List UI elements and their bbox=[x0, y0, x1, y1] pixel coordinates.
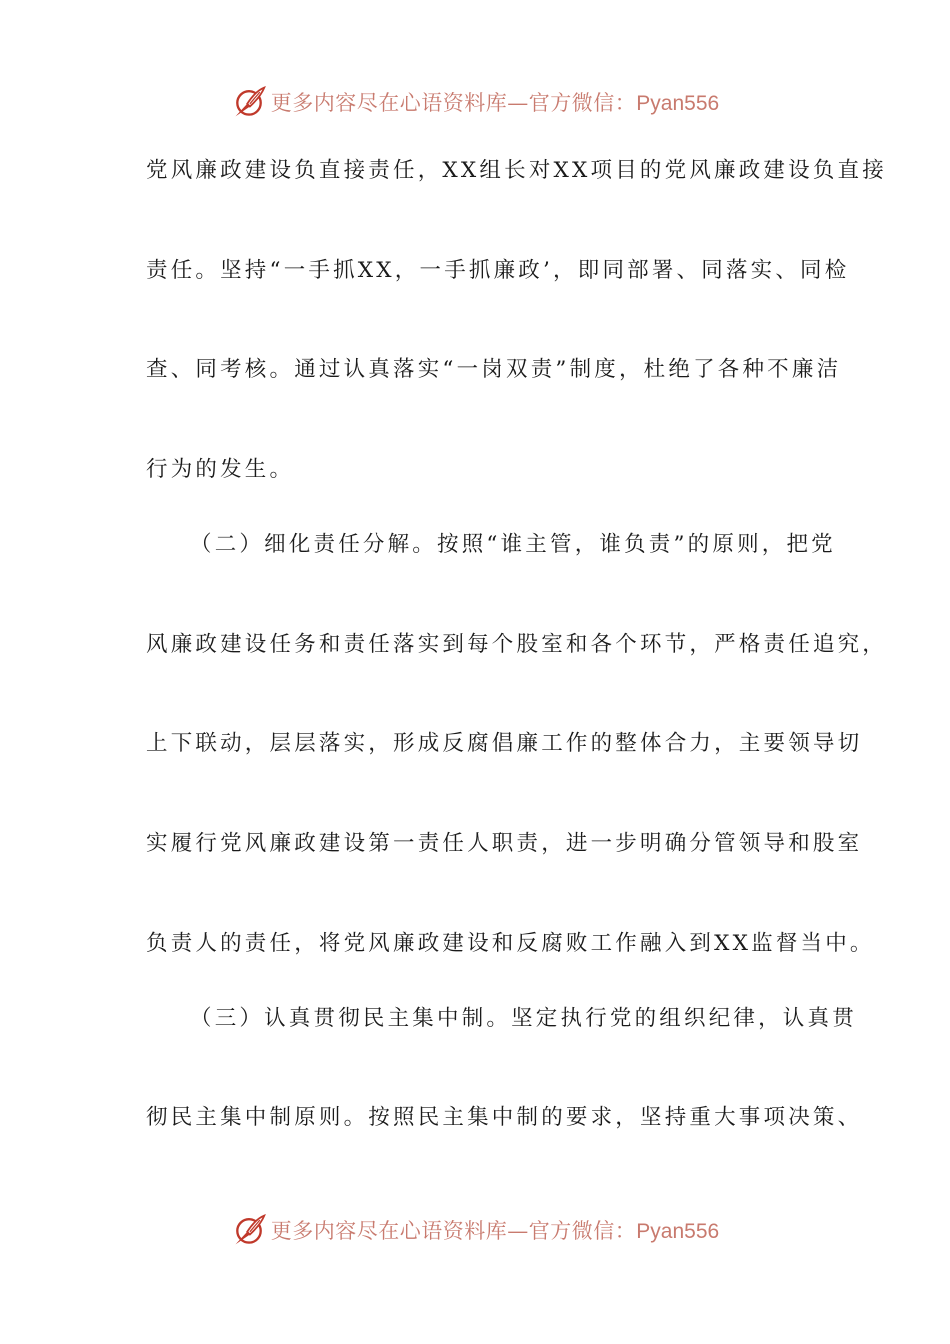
text-line: 彻民主集中制原则。按照民主集中制的要求，坚持重大事项决策、 bbox=[146, 1105, 863, 1130]
paragraph-heading-2: （二）细化责任分解。按照“谁主管，谁负责”的原则，把党 bbox=[190, 532, 836, 557]
wechat-account: Pyan556 bbox=[636, 1220, 720, 1243]
paragraph-heading-3: （三）认真贯彻民主集中制。坚定执行党的组织纪律，认真贯 bbox=[190, 1006, 857, 1031]
banner-text: 更多内容尽在心语资料库—官方微信：Pyan556 bbox=[270, 1219, 720, 1243]
text-line: 上下联动，层层落实，形成反腐倡廉工作的整体合力，主要领导切 bbox=[146, 731, 863, 756]
header-banner bbox=[0, 82, 950, 122]
text-line: 实履行党风廉政建设第一责任人职责，进一步明确分管领导和股室 bbox=[146, 831, 863, 856]
text-line: 负责人的责任，将党风廉政建设和反腐败工作融入到XX监督当中。 bbox=[146, 931, 875, 956]
banner-text: 更多内容尽在心语资料库—官方微信：Pyan556 bbox=[270, 91, 720, 115]
text-line: 责任。坚持“一手抓XX，一手抓廉政’，即同部署、同落实、同检 bbox=[146, 258, 850, 283]
quill-pen-logo-icon bbox=[231, 84, 267, 120]
text-line: 行为的发生。 bbox=[146, 457, 295, 482]
wechat-account: Pyan556 bbox=[636, 92, 720, 115]
quill-pen-logo-icon bbox=[231, 1212, 267, 1248]
text-line: 党风廉政建设负直接责任，XX组长对XX项目的党风廉政建设负直接 bbox=[146, 158, 887, 183]
text-line: 查、同考核。通过认真落实“一岗双责”制度，杜绝了各种不廉洁 bbox=[146, 357, 842, 382]
footer-banner bbox=[0, 1210, 950, 1250]
text-line: 风廉政建设任务和责任落实到每个股室和各个环节，严格责任追究， bbox=[146, 632, 888, 657]
